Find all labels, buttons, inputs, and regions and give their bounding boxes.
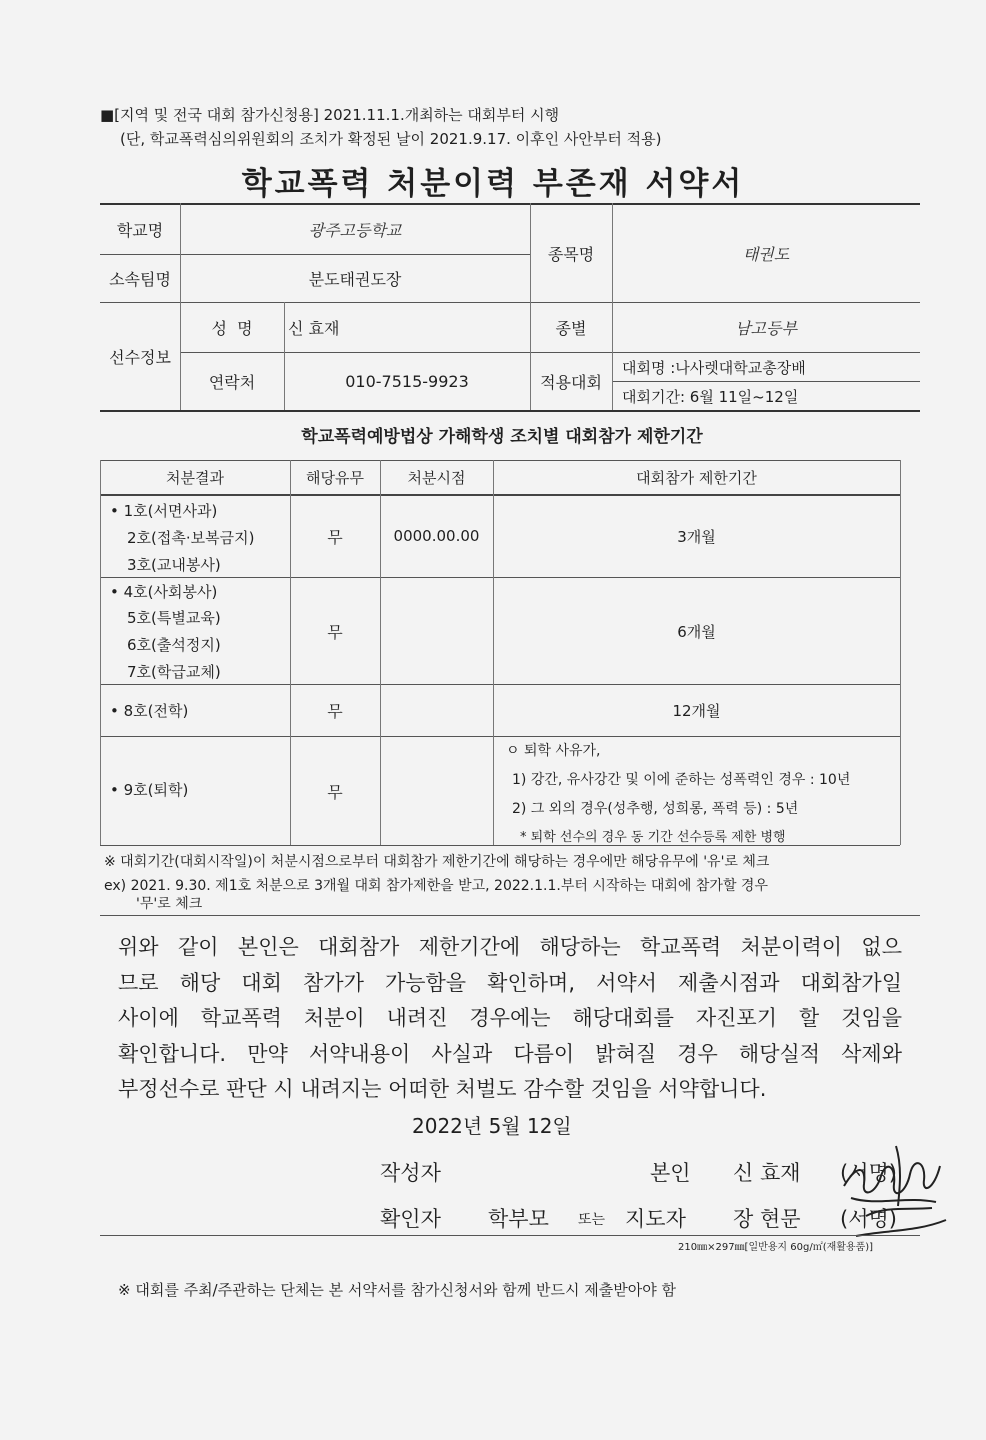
confirmer-label: 확인자 (380, 1207, 441, 1231)
competition-label: 적용대회 (540, 373, 602, 392)
row1-date: 0000.00.00 (393, 527, 480, 545)
row3-period: 12개월 (672, 702, 721, 720)
header-date: 처분시점 (407, 469, 466, 487)
event-value: 태권도 (742, 244, 790, 264)
team-value: 분도태권도장 (308, 270, 402, 289)
confirmer-sign: (서명) (840, 1207, 897, 1231)
row1-period: 3개월 (677, 527, 716, 546)
notice-line-1: ■[지역 및 전국 대회 참가신청용] 2021.11.1.개최하는 대회부터 시행 (100, 106, 560, 124)
row3-line1: • 8호(전학) (110, 702, 189, 720)
pledge-line-2: 므로 해당 대회 참가가 가능함을 확인하며, 서약서 제출시점과 대회참가일 (118, 970, 902, 995)
contact-label: 연락처 (208, 373, 256, 392)
event-label: 종목명 (547, 244, 595, 264)
writer-name: 신 효재 (733, 1161, 801, 1185)
row4-period-line2: 1) 강간, 유사강간 및 이에 준하는 성폭력인 경우 : 10년 (512, 772, 851, 788)
row1-line1: • 1호(서면사과) (110, 502, 218, 520)
pledge-text (118, 930, 902, 1108)
competition-name: 대회명 :나사렛대학교총장배 (622, 358, 806, 377)
pledge-date: 2022년 5월 12일 (412, 1114, 572, 1138)
confirmer-name: 장 현문 (733, 1207, 801, 1231)
row2-line4: 7호(학급교체) (127, 663, 221, 681)
row2-line1: • 4호(사회봉사) (110, 583, 218, 601)
category-label: 종별 (555, 319, 587, 338)
paper-spec: 210㎜×297㎜[일반용지 60g/㎡(재활용품)] (678, 1242, 874, 1253)
row1-applicable: 무 (327, 527, 343, 547)
header-result: 처분결과 (166, 469, 224, 487)
row1-line2: 2호(접촉·보복금지) (127, 529, 255, 547)
writer-role: 본인 (650, 1161, 691, 1185)
header-period: 대회참가 제한기간 (636, 469, 757, 487)
name-value: 신 효재 (288, 319, 340, 338)
row2-period: 6개월 (677, 622, 716, 641)
row4-applicable: 무 (327, 782, 343, 802)
pledge-line-3: 사이에 학교폭력 처분이 내려진 경우에는 해당대회를 자진포기 할 것임을 (118, 1006, 902, 1030)
note-2: ex) 2021. 9.30. 제1호 처분으로 3개월 대회 참가제한을 받고, 2022.1.1.부터 시작하는 대회에 참가할 경우 (104, 878, 768, 894)
confirmer-or: 또는 (578, 1212, 606, 1228)
restriction-title: 학교폭력예방법상 가해학생 조치별 대회참가 제한기간 (301, 427, 703, 447)
row2-applicable: 무 (327, 622, 343, 642)
row4-line1: • 9호(퇴학) (110, 781, 189, 799)
row2-line3: 6호(출석정지) (127, 636, 221, 654)
pledge-line-5: 부정선수로 판단 시 내려지는 어떠한 처벌도 감수할 것임을 서약합니다. (118, 1077, 767, 1101)
writer-label: 작성자 (380, 1161, 441, 1185)
notice-line-2: (단, 학교폭력심의위원회의 조치가 확정된 날이 2021.9.17. 이후인 사안부터 적용) (120, 130, 662, 148)
pledge-line-4: 확인합니다. 만약 서약내용이 사실과 다름이 밝혀질 경우 해당실적 삭제와 (118, 1041, 902, 1066)
row4-period-line4: * 퇴학 선수의 경우 동 기간 선수등록 제한 병행 (520, 830, 786, 845)
confirmer-parent: 학부모 (488, 1207, 549, 1231)
pledge-line-1: 위와 같이 본인은 대회참가 제한기간에 해당하는 학교폭력 처분이력이 없으 (118, 935, 902, 959)
category-value: 남고등부 (735, 319, 797, 338)
row1-line3: 3호(교내봉사) (127, 556, 221, 574)
note-3: '무'로 체크 (136, 896, 203, 912)
footer-note: ※ 대회를 주최/주관하는 단체는 본 서약서를 참가신청서와 함께 반드시 제출받아야 함 (118, 1281, 676, 1299)
school-label: 학교명 (116, 220, 164, 240)
player-info-label: 선수정보 (109, 348, 171, 367)
team-label: 소속팀명 (109, 270, 171, 289)
document-title: 학교폭력 처분이력 부존재 서약서 (241, 166, 745, 202)
note-1: ※ 대회기간(대회시작일)이 처분시점으로부터 대회참가 제한기간에 해당하는 경우에만 해당유무에 '유'로 체크 (104, 854, 770, 870)
header-applicable: 해당유무 (306, 469, 364, 487)
row2-line2: 5호(특별교육) (127, 609, 221, 627)
writer-sign: (서명) (840, 1161, 897, 1185)
row4-period-line1: ㅇ 퇴학 사유가, (506, 743, 601, 759)
name-label: 성 명 (211, 319, 253, 338)
competition-period: 대회기간: 6월 11일~12일 (622, 387, 799, 406)
contact-value: 010-7515-9923 (345, 372, 469, 391)
row4-period-line3: 2) 그 외의 경우(성추행, 성희롱, 폭력 등) : 5년 (512, 801, 799, 817)
school-value: 광주고등학교 (308, 220, 402, 240)
confirmer-role: 지도자 (625, 1207, 686, 1231)
row3-applicable: 무 (327, 702, 343, 721)
